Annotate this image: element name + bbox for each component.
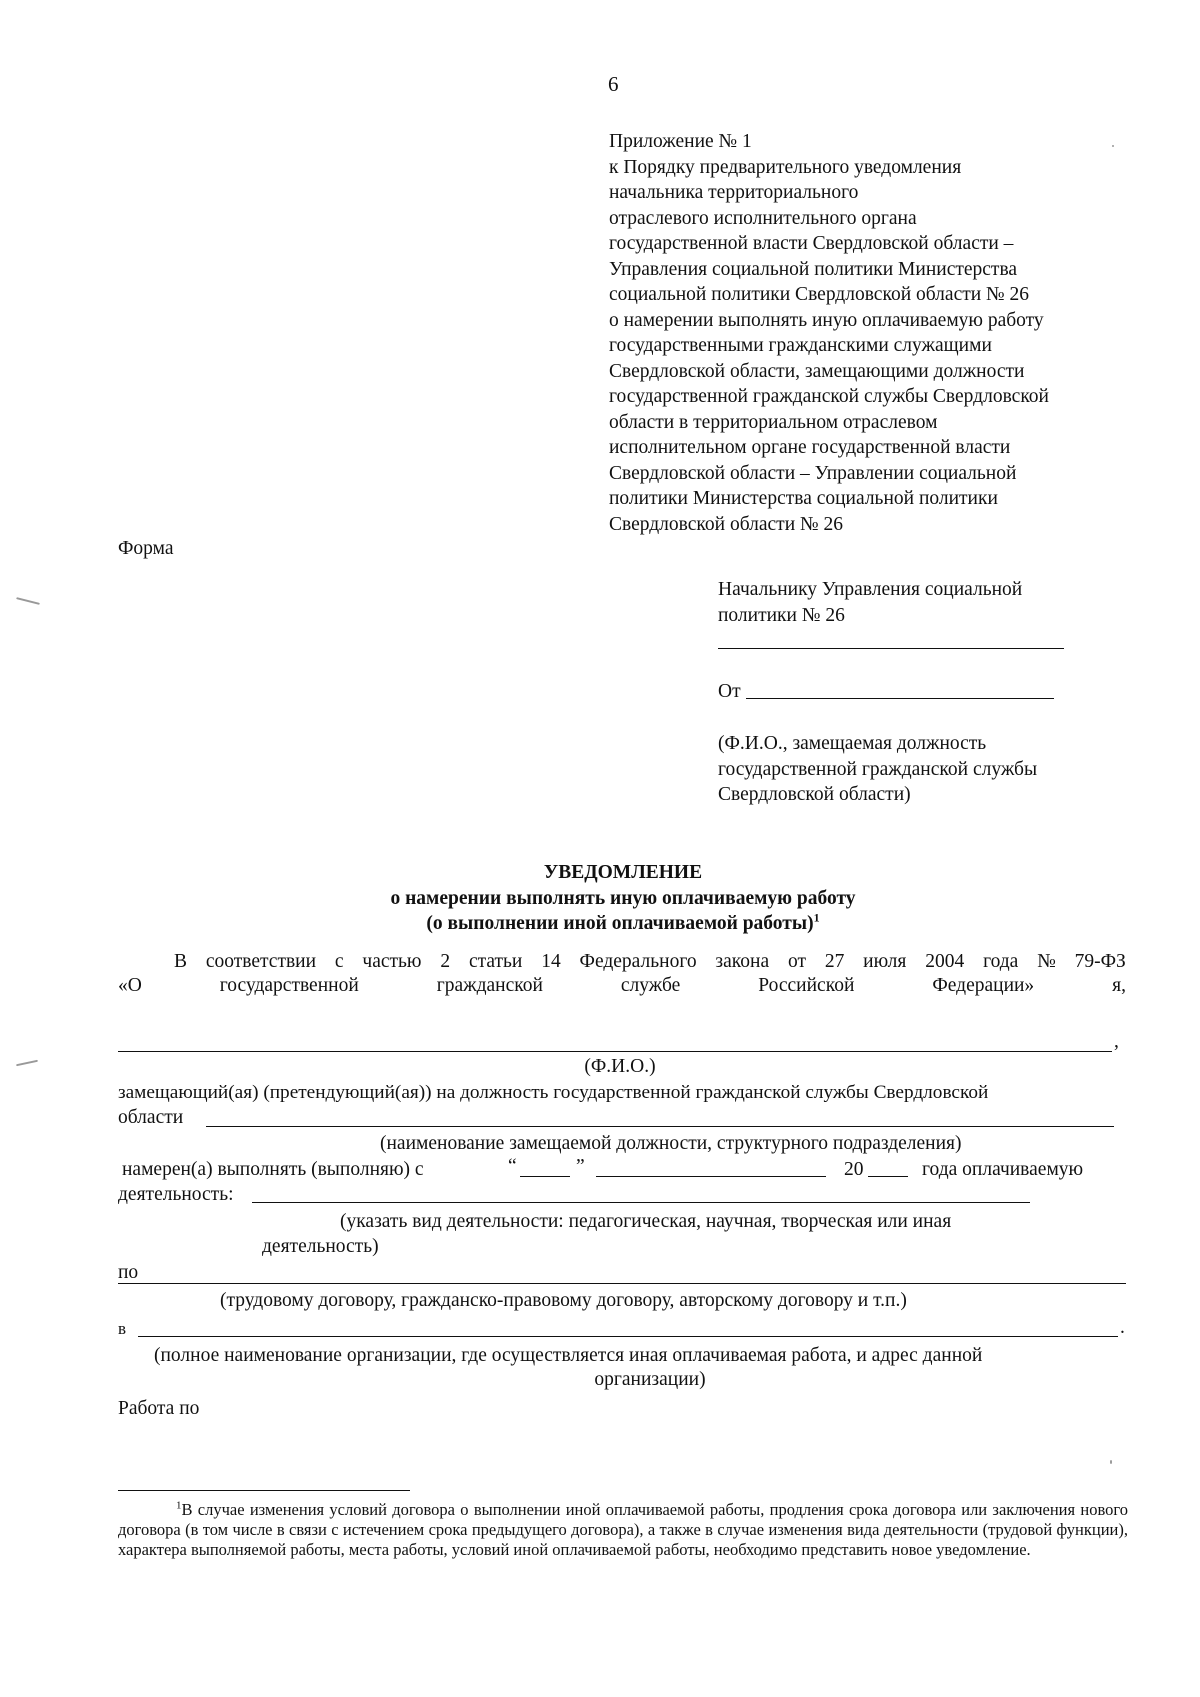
appendix-line: Свердловской области № 26 (609, 513, 843, 535)
paragraph-line-1 (174, 951, 1126, 973)
word: Российской (758, 975, 855, 996)
word: «О (118, 975, 142, 996)
form-label: Форма (118, 538, 174, 559)
scan-mark (16, 1060, 38, 1067)
word: июля (863, 951, 907, 972)
contract-blank-line[interactable] (118, 1283, 1126, 1284)
month-blank-line[interactable] (596, 1176, 826, 1177)
activity-hint: (указать вид деятельности: педагогическая, научная, творческая или иная (340, 1211, 952, 1232)
subtitle-text: (о выполнении иной оплачиваемой работы) (426, 913, 814, 934)
document-title: УВЕДОМЛЕНИЕ (543, 862, 703, 883)
scan-mark (1110, 1460, 1112, 1464)
position-blank-line[interactable] (206, 1126, 1114, 1127)
fio-hint: (Ф.И.О.) (584, 1056, 656, 1077)
appendix-line: области в территориальном отраслевом (609, 411, 938, 433)
appendix-line: государственной власти Свердловской области – (609, 233, 1014, 254)
word: 14 (541, 951, 561, 972)
organization-hint: (полное наименование организации, где осуществляется иная оплачиваемая работа, и адрес данной (154, 1345, 983, 1366)
po-label: по (118, 1262, 139, 1283)
contract-hint: (трудовому договору, гражданско-правовому договору, авторскому договору и т.п.) (220, 1290, 907, 1311)
word: с (334, 951, 344, 972)
word: я, (1112, 975, 1126, 996)
word: 27 (824, 951, 845, 972)
word: статьи (468, 951, 523, 972)
addressee-hint-line: (Ф.И.О., замещаемая должность (718, 733, 987, 754)
addressee-hint-line: Свердловской области) (718, 784, 911, 805)
appendix-line: Управления социальной политики Министерства (609, 258, 1018, 280)
word: закона (715, 951, 770, 972)
appendix-header (609, 129, 1049, 537)
document-subtitle: о намерении выполнять иную оплачиваемую работу (390, 888, 856, 909)
word: от (787, 951, 806, 972)
organization-period: . (1120, 1317, 1125, 1338)
addressee-hint-line: государственной гражданской службы (718, 758, 1038, 780)
organization-blank-line[interactable] (138, 1336, 1118, 1337)
addressee-blank-line[interactable] (718, 648, 1064, 649)
organization-hint-2: организации) (594, 1369, 706, 1390)
word: № (1037, 951, 1056, 972)
appendix-line: политики Министерства социальной политики (609, 488, 998, 509)
word: службе (620, 975, 681, 996)
word: государственной (219, 975, 359, 996)
v-label: в (118, 1319, 127, 1338)
activity-blank-line[interactable] (252, 1202, 1030, 1203)
word: соответствии (205, 951, 317, 972)
word: 2004 (925, 951, 965, 972)
word: 79-ФЗ (1074, 951, 1126, 972)
position-hint: (наименование замещаемой должности, структурного подразделения) (380, 1133, 962, 1154)
appendix-line: отраслевого исполнительного органа (609, 207, 917, 229)
appendix-line: о намерении выполнять иную оплачиваемую работу (609, 309, 1044, 331)
oblast-label: области (118, 1107, 184, 1128)
appendix-line: Свердловской области, замещающими должности (609, 360, 1025, 382)
appendix-line: Приложение № 1 (609, 131, 752, 152)
appendix-line: государственными гражданскими служащими (609, 335, 992, 356)
appendix-line: социальной политики Свердловской области № 26 (609, 284, 1030, 305)
year-blank-line[interactable] (868, 1176, 908, 1177)
appendix-line: государственной гражданской службы Свердловской (609, 386, 1049, 407)
from-label: От (718, 681, 741, 702)
day-blank-line[interactable] (520, 1176, 570, 1177)
word: Федерации» (932, 975, 1035, 996)
page-number: 6 (608, 72, 619, 96)
word: частью (362, 951, 422, 972)
position-label: замещающий(ая) (претендующий(ая)) на должность государственной гражданской службы Свердловской (118, 1082, 989, 1103)
word: года (983, 951, 1019, 972)
addressee-block (718, 577, 1022, 628)
word: гражданской (436, 975, 543, 996)
activity-label: деятельность: (118, 1184, 234, 1205)
appendix-line: исполнительном органе государственной власти (609, 437, 1011, 458)
from-blank-line[interactable] (746, 698, 1054, 699)
addressee-line: Начальнику Управления социальной (718, 579, 1023, 600)
footnote-separator (118, 1490, 410, 1491)
footnote-text (118, 1500, 1128, 1560)
fio-blank-line[interactable] (118, 1051, 1112, 1052)
word: В (174, 951, 188, 972)
document-subtitle-2 (0, 911, 1200, 936)
intent-suffix: года оплачиваемую (922, 1159, 1084, 1180)
appendix-line: к Порядку предварительного уведомления (609, 156, 962, 178)
appendix-line: начальника территориального (609, 182, 859, 203)
appendix-line: Свердловской области – Управлении социальной (609, 462, 1017, 484)
work-label: Работа по (118, 1398, 200, 1419)
word: Федерального (579, 951, 697, 972)
scan-mark (16, 597, 40, 605)
year-prefix: 20 (844, 1159, 864, 1180)
addressee-line: политики № 26 (718, 604, 845, 626)
fio-comma: , (1114, 1031, 1119, 1052)
footnote-mark: 1 (813, 910, 820, 925)
word: 2 (440, 951, 451, 972)
scan-mark (1112, 145, 1114, 147)
quote-close: ” (576, 1156, 585, 1177)
addressee-hint (718, 731, 1037, 808)
intent-label: намерен(а) выполнять (выполняю) с (122, 1159, 424, 1180)
activity-hint-2: деятельность) (262, 1236, 379, 1257)
quote-open: “ (508, 1156, 517, 1177)
paragraph-line-2 (118, 975, 1126, 997)
footnote-number: 1 (176, 1499, 182, 1512)
footnote-body: В случае изменения условий договора о выполнении иной оплачиваемой работы, продления срока договора или заключения нового договора (в том числе в связи с истечением срока предыдущего договора), а также в случае изменения вида деятельности (трудовой функции), характера выполняемой работы, места работы, условий иной оплачиваемой работы, необходимо представить новое уведомление. (118, 1500, 1128, 1559)
